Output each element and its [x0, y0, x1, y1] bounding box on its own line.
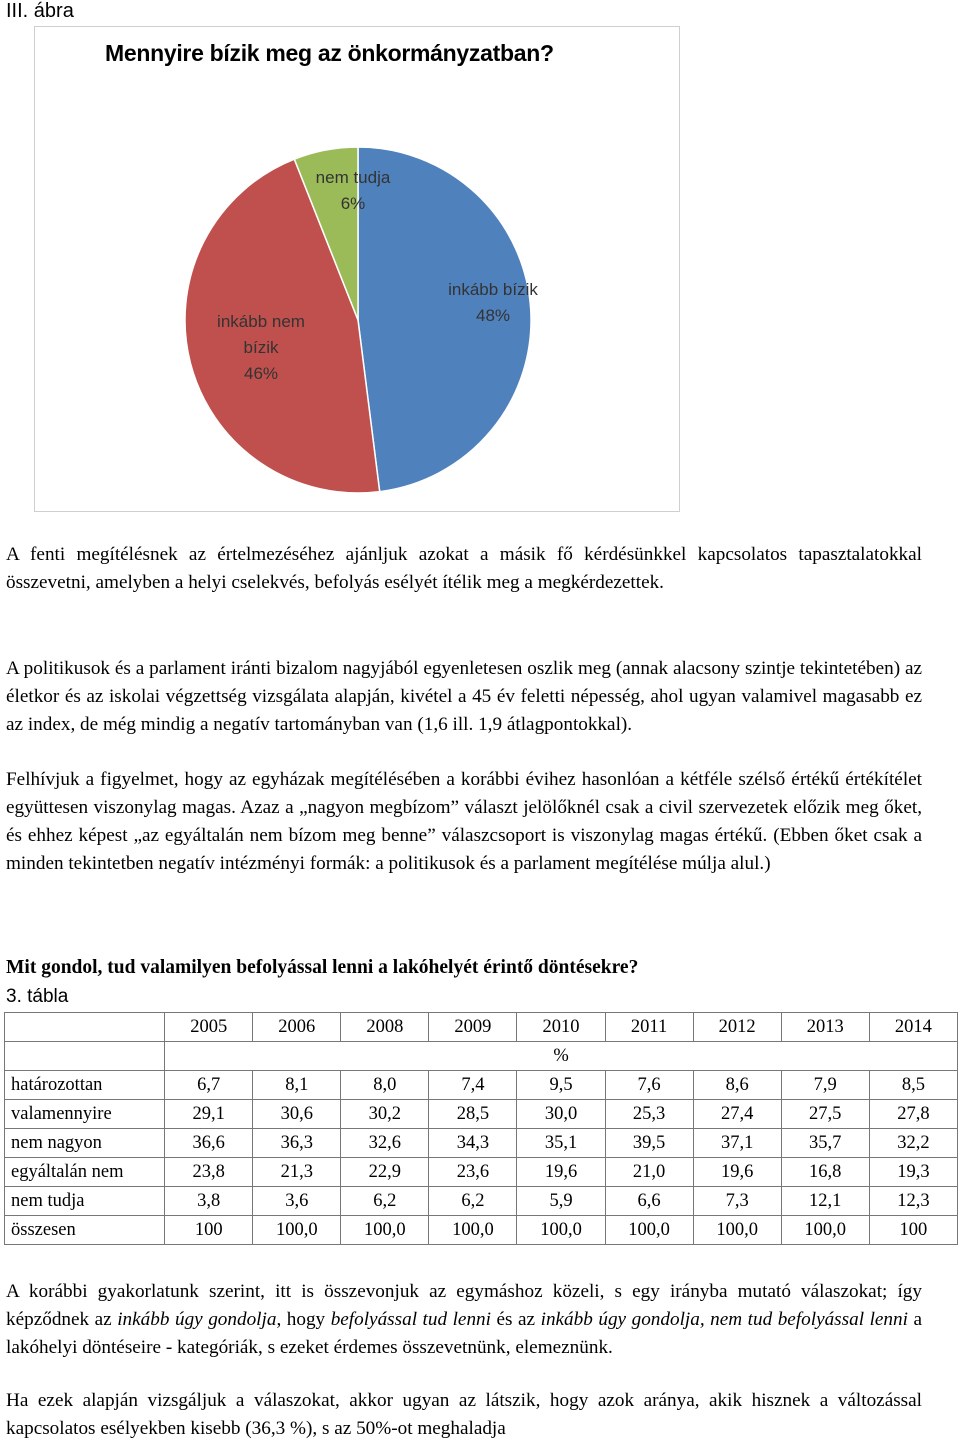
year-header: 2013: [781, 1013, 869, 1042]
table-cell: 16,8: [781, 1158, 869, 1187]
table-cell: 25,3: [605, 1100, 693, 1129]
row-label: összesen: [5, 1216, 165, 1245]
table-row: [5, 1071, 958, 1100]
table-cell: 5,9: [517, 1187, 605, 1216]
table-row: [5, 1187, 958, 1216]
table-cell: 36,3: [253, 1129, 341, 1158]
paragraph-churches: Felhívjuk a figyelmet, hogy az egyházak megítélésében a korábbi évihez hasonlóan a kétféle szélső értékű értékítélet együttesen viszonylag magas. Azaz a „nagyon megbízom” választ jelölőknél csak a civil szervezetek előzik meg őket, és ehhez képest „az egyáltalán nem bízom meg benne” válaszcsoport is viszonylag magas értékű. (Ebben őket csak a minden tekintetben negatív intézményi formák: a politikusok és a parlament megítélése múlja alul.): [6, 769, 922, 874]
table-cell: 22,9: [341, 1158, 429, 1187]
paragraph-analysis: Ha ezek alapján vizsgáljuk a válaszokat, akkor ugyan az látszik, hogy azok aránya, akik hisznek a változással kapcsolatos esélyekben kisebb (36,3 %), s az 50%-ot meghaladja: [6, 1390, 922, 1439]
table-cell: 32,2: [869, 1129, 957, 1158]
table-cell: 7,4: [429, 1071, 517, 1100]
slice-name: nem tudja: [315, 168, 391, 187]
year-header: 2009: [429, 1013, 517, 1042]
paragraph-method-part: , hogy: [276, 1309, 331, 1330]
table-cell: 7,6: [605, 1071, 693, 1100]
slice-percent: 6%: [340, 194, 366, 213]
table-row: [5, 1216, 958, 1245]
table-cell: 8,5: [869, 1071, 957, 1100]
table-cell: 3,8: [165, 1187, 253, 1216]
chart-title: Mennyire bízik meg az önkormányzatban?: [105, 40, 554, 66]
table-cell: 27,5: [781, 1100, 869, 1129]
table-cell: 8,1: [253, 1071, 341, 1100]
table-cell: 37,1: [693, 1129, 781, 1158]
year-header: 2010: [517, 1013, 605, 1042]
table-cell: 12,1: [781, 1187, 869, 1216]
slice-name: bízik: [243, 338, 279, 357]
paragraph-method-part: a lakóhelyi döntéseire - kategóriák, s ezeket érdemes összevetnünk, elemeznünk.: [6, 1309, 923, 1358]
table-cell: 19,6: [693, 1158, 781, 1187]
table-unit-row: [5, 1042, 958, 1071]
table-corner-cell: [5, 1013, 165, 1042]
table-cell: 7,9: [781, 1071, 869, 1100]
unit-label: %: [165, 1042, 958, 1071]
row-label: határozottan: [5, 1071, 165, 1100]
table-cell: 19,3: [869, 1158, 957, 1187]
table-cell: 19,6: [517, 1158, 605, 1187]
table-label: 3. tábla: [6, 986, 69, 1007]
table-header-row: [5, 1013, 958, 1042]
category-negative: inkább úgy gondolja, nem tud befolyással lenni: [540, 1309, 908, 1330]
table-cell: 23,8: [165, 1158, 253, 1187]
table-cell: 100,0: [341, 1216, 429, 1245]
year-header: 2011: [605, 1013, 693, 1042]
category-positive: inkább úgy gondolja: [117, 1309, 277, 1330]
table-cell: 27,8: [869, 1100, 957, 1129]
slice-name: inkább bízik: [448, 280, 538, 299]
table-row: [5, 1158, 958, 1187]
table-row: [5, 1100, 958, 1129]
table-cell: 8,6: [693, 1071, 781, 1100]
question-heading: Mit gondol, tud valamilyen befolyással lenni a lakóhelyét érintő döntésekre?: [6, 957, 639, 978]
slice-percent: 48%: [475, 306, 511, 325]
pie-chart-panel: [34, 26, 680, 512]
table-cell: 6,2: [429, 1187, 517, 1216]
table-cell: 29,1: [165, 1100, 253, 1129]
row-label: valamennyire: [5, 1100, 165, 1129]
table-row: [5, 1129, 958, 1158]
table-cell: 7,3: [693, 1187, 781, 1216]
paragraph-method-part: és az: [490, 1309, 541, 1330]
table-cell: 100: [165, 1216, 253, 1245]
table-cell: 35,1: [517, 1129, 605, 1158]
table-cell: 100,0: [693, 1216, 781, 1245]
table-cell: 6,6: [605, 1187, 693, 1216]
row-label: egyáltalán nem: [5, 1158, 165, 1187]
year-header: 2005: [165, 1013, 253, 1042]
table-cell: 30,2: [341, 1100, 429, 1129]
year-header: 2012: [693, 1013, 781, 1042]
paragraph-politicians: A politikusok és a parlament iránti bizalom nagyjából egyenletesen oszlik meg (annak alacsony szintje tekintetében) az életkor és az iskolai végzettség vizsgálata alapján, kivétel a 45 év feletti népesség, ahol ugyan valamivel magasabb ez az index, de még mindig a negatív tartományban van (1,6 ill. 1,9 átlagpontokkal).: [6, 658, 922, 735]
row-label: nem nagyon: [5, 1129, 165, 1158]
paragraph-method-part: A korábbi gyakorlatunk szerint, itt is összevonjuk az egymáshoz közeli, s egy irányba mutató válaszokat; így képződnek az: [6, 1281, 922, 1330]
table-cell: 3,6: [253, 1187, 341, 1216]
table-cell: 39,5: [605, 1129, 693, 1158]
table-cell: 28,5: [429, 1100, 517, 1129]
table-cell: 12,3: [869, 1187, 957, 1216]
table-empty-cell: [5, 1042, 165, 1071]
paragraph-intro: A fenti megítélésnek az értelmezéséhez ajánljuk azokat a másik fő kérdésünkkel kapcsolatos tapasztalatokkal összevetni, amelyben a helyi cselekvés, befolyás esélyét ítélik meg a megkérdezettek.: [6, 544, 922, 593]
year-header: 2006: [253, 1013, 341, 1042]
pie-chart: [35, 27, 681, 513]
slice-percent: 46%: [243, 364, 279, 383]
table-cell: 6,7: [165, 1071, 253, 1100]
table-cell: 35,7: [781, 1129, 869, 1158]
table-cell: 32,6: [341, 1129, 429, 1158]
table-cell: 36,6: [165, 1129, 253, 1158]
slice-name: inkább nem: [217, 312, 305, 331]
table-cell: 27,4: [693, 1100, 781, 1129]
table-cell: 100,0: [517, 1216, 605, 1245]
table-cell: 100: [869, 1216, 957, 1245]
table-cell: 23,6: [429, 1158, 517, 1187]
year-header: 2008: [341, 1013, 429, 1042]
influence-table: [4, 1012, 958, 1245]
paragraph-method: [6, 1278, 922, 1362]
table-cell: 100,0: [429, 1216, 517, 1245]
table-cell: 6,2: [341, 1187, 429, 1216]
table-cell: 9,5: [517, 1071, 605, 1100]
table-cell: 21,0: [605, 1158, 693, 1187]
table-cell: 100,0: [781, 1216, 869, 1245]
table-cell: 100,0: [605, 1216, 693, 1245]
category-influence: befolyással tud lenni: [330, 1309, 491, 1330]
table-cell: 30,6: [253, 1100, 341, 1129]
table-cell: 30,0: [517, 1100, 605, 1129]
table-cell: 8,0: [341, 1071, 429, 1100]
row-label: nem tudja: [5, 1187, 165, 1216]
table-cell: 34,3: [429, 1129, 517, 1158]
figure-label: III. ábra: [6, 0, 74, 22]
table-cell: 100,0: [253, 1216, 341, 1245]
table-cell: 21,3: [253, 1158, 341, 1187]
year-header: 2014: [869, 1013, 957, 1042]
